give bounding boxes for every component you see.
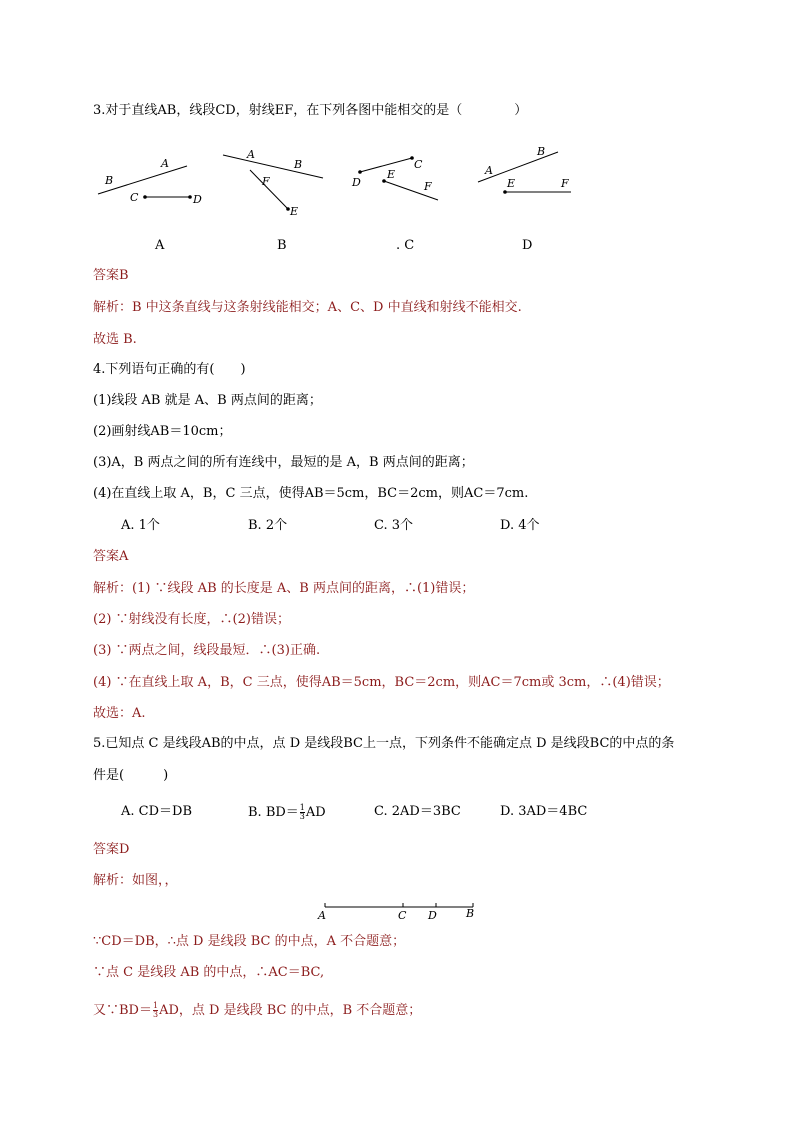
q5-reason-3-prefix: 又∵BD＝ [93, 1003, 152, 1018]
svg-text:B: B [537, 145, 546, 158]
svg-text:A: A [161, 157, 169, 170]
q5-option-c: C. 2AD＝3BC [374, 804, 461, 819]
q5-option-b-suffix: AD [305, 805, 326, 820]
q5-answer: 答案D [93, 842, 130, 857]
q3-fig-label-a: A [155, 238, 165, 253]
q5-option-d: D. 3AD＝4BC [500, 804, 588, 819]
q4-option-d: D. 4个 [500, 518, 540, 533]
q5-stem-line-2: 件是( ) [93, 768, 169, 783]
q5-reason-1: ∵CD＝DB，∴点 D 是线段 BC 的中点，A 不合题意； [93, 934, 406, 949]
q4-option-a: A. 1个 [121, 518, 160, 533]
q3-fig-label-d: D [522, 238, 533, 253]
segment-label-c: C [398, 909, 407, 922]
q3-analysis: 解析：B 中这条直线与这条射线能相交；A、C、D 中直线和射线不能相交. [93, 300, 522, 315]
q3-figure-b [220, 145, 330, 220]
svg-text:A: A [247, 148, 255, 161]
fraction-numerator: 1 [152, 1001, 159, 1010]
q4-conclusion: 故选：A. [93, 706, 146, 721]
svg-text:F: F [262, 175, 270, 188]
q3-fig-label-b: B [277, 238, 287, 253]
q3-answer: 答案B [93, 268, 129, 283]
q3-stem: 3.对于直线AB，线段CD，射线EF，在下列各图中能相交的是（ ） [93, 103, 528, 118]
q5-reason-2: ∵点 C 是线段 AB 的中点，∴AC＝BC, [93, 965, 325, 980]
q5-stem-line-1: 5.已知点 C 是线段AB的中点，点 D 是线段BC上一点，下列条件不能确定点 D 是线段BC的中点的条 [93, 736, 675, 751]
svg-text:B: B [294, 158, 303, 171]
fraction-denominator: 3 [299, 812, 305, 821]
q5-option-b-prefix: B. BD＝ [248, 805, 299, 820]
svg-text:E: E [507, 177, 516, 190]
q4-answer: 答案A [93, 549, 129, 564]
q5-segment-figure [315, 898, 485, 922]
svg-text:E: E [387, 168, 396, 181]
svg-text:D: D [193, 193, 202, 206]
svg-text:F: F [561, 177, 569, 190]
segment-label-b: B [466, 907, 475, 920]
svg-text:D: D [352, 176, 361, 189]
q4-statement-2: (2)画射线AB＝10cm； [93, 424, 232, 439]
segment-label-d: D [428, 909, 437, 922]
q5-option-b [248, 804, 326, 821]
q4-statement-4: (4)在直线上取 A，B，C 三点，使得AB＝5cm，BC＝2cm，则AC＝7cm. [93, 486, 529, 501]
fraction-denominator: 3 [152, 1010, 159, 1019]
q3-fig-label-c: . C [396, 238, 415, 253]
svg-text:B: B [105, 174, 114, 187]
q5-analysis: 解析：如图，， [93, 873, 178, 888]
one-third-fraction [300, 804, 305, 821]
q5-reason-3-suffix: AD，点 D 是线段 BC 的中点，B 不合题意； [159, 1003, 422, 1018]
q4-option-c: C. 3个 [374, 518, 414, 533]
q3-figure-a [95, 152, 205, 207]
q4-analysis-2: (2) ∵射线没有长度，∴(2)错误； [93, 612, 290, 627]
svg-text:E: E [290, 205, 299, 218]
q3-figure-c [348, 148, 448, 208]
q4-statement-3: (3)A，B 两点之间的所有连线中，最短的是 A，B 两点间的距离； [93, 455, 474, 470]
q5-reason-3 [93, 1002, 421, 1019]
q4-analysis-3: (3) ∵两点之间，线段最短．∴(3)正确. [93, 643, 321, 658]
svg-text:A: A [485, 164, 493, 177]
svg-text:C: C [414, 158, 423, 171]
q4-stem: 4.下列语句正确的有( ) [93, 362, 246, 377]
q4-option-b: B. 2个 [248, 518, 288, 533]
svg-text:C: C [130, 191, 139, 204]
q4-analysis-4: (4) ∵在直线上取 A，B，C 三点，使得AB＝5cm，BC＝2cm，则AC＝7cm或 3cm，∴(4)错误； [93, 675, 670, 690]
svg-text:F: F [424, 180, 432, 193]
q4-analysis-1: 解析：(1) ∵线段 AB 的长度是 A、B 两点间的距离，∴(1)错误； [93, 581, 475, 596]
one-third-fraction [153, 1002, 158, 1019]
fraction-numerator: 1 [299, 803, 305, 812]
q3-conclusion: 故选 B. [93, 332, 137, 347]
q5-option-a: A. CD＝DB [121, 804, 192, 819]
q4-statement-1: (1)线段 AB 就是 A、B 两点间的距离； [93, 393, 322, 408]
segment-label-a: A [318, 909, 326, 922]
q3-figure-d [475, 140, 585, 200]
